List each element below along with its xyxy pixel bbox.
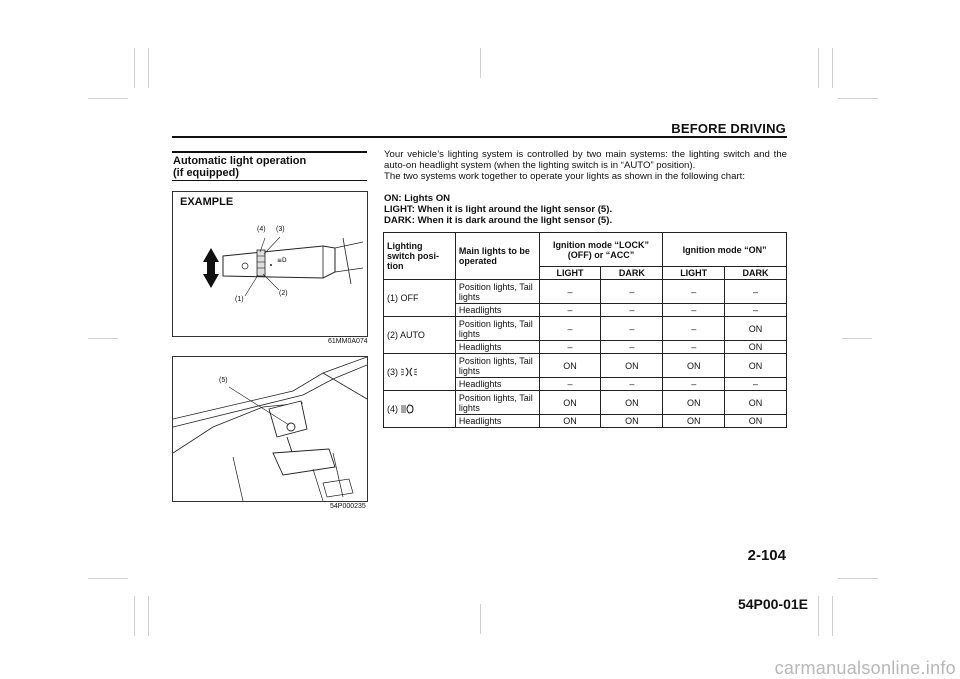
section-header: BEFORE DRIVING — [671, 121, 786, 136]
light-name: Position lights, Tail lights — [455, 280, 539, 304]
value-cell: ON — [725, 317, 787, 341]
section-title: Automatic light operation (if equipped) — [173, 155, 307, 179]
value-cell: – — [601, 341, 663, 354]
lighting-switch-figure — [172, 191, 368, 337]
value-cell: – — [663, 304, 725, 317]
group-header-lock-acc: Ignition mode “LOCK” (OFF) or “ACC” — [539, 233, 663, 267]
figure-code: 61MM0A074 — [328, 338, 368, 345]
table-row — [384, 280, 787, 304]
value-cell: – — [539, 280, 601, 304]
value-cell: – — [539, 378, 601, 391]
value-cell: ON — [725, 391, 787, 415]
parking-light-icon — [401, 367, 417, 377]
section-rule-bottom — [172, 180, 367, 181]
sub-header: DARK — [601, 267, 663, 280]
crop-mark — [480, 48, 481, 78]
value-cell: – — [539, 304, 601, 317]
switch-position: (4) — [384, 391, 456, 428]
group-header-on: Ignition mode “ON” — [663, 233, 787, 267]
switch-position: (2) AUTO — [384, 317, 456, 354]
value-cell: – — [663, 317, 725, 341]
body-text — [384, 149, 787, 182]
value-cell: – — [601, 304, 663, 317]
light-name: Headlights — [455, 304, 539, 317]
value-cell: – — [725, 280, 787, 304]
value-cell: ON — [539, 391, 601, 415]
value-cell: ON — [725, 415, 787, 428]
value-cell: ON — [663, 415, 725, 428]
value-cell: – — [663, 341, 725, 354]
definition: ON: Lights ON — [384, 193, 451, 204]
table-row — [384, 391, 787, 415]
definition: DARK: When it is dark around the light sensor (5). — [384, 215, 613, 226]
crop-mark — [148, 48, 149, 88]
col-header-lights: Main lights to be operated — [455, 233, 539, 280]
col-header-position: Lighting switch posi-tion — [384, 233, 456, 280]
crop-mark — [838, 98, 878, 99]
value-cell: ON — [539, 354, 601, 378]
crop-mark — [818, 48, 819, 88]
lighting-switch-illustration — [173, 192, 367, 336]
light-sensor-illustration — [173, 357, 367, 501]
crop-mark — [134, 596, 135, 636]
light-name: Headlights — [455, 341, 539, 354]
crop-mark — [842, 338, 872, 339]
value-cell: – — [725, 378, 787, 391]
crop-mark — [480, 604, 481, 634]
figure-code: 54P000235 — [330, 503, 366, 510]
section-rule-top — [172, 151, 367, 153]
value-cell: ON — [663, 354, 725, 378]
switch-position: (3) — [384, 354, 456, 391]
crop-mark — [832, 48, 833, 88]
figure-label: EXAMPLE — [180, 196, 234, 208]
crop-mark — [838, 578, 878, 579]
callout-1: (1) — [235, 296, 244, 303]
light-name: Position lights, Tail lights — [455, 391, 539, 415]
light-name: Position lights, Tail lights — [455, 354, 539, 378]
value-cell: – — [663, 378, 725, 391]
definition: LIGHT: When it is light around the light sensor (5). — [384, 204, 613, 215]
value-cell: – — [663, 280, 725, 304]
value-cell: – — [725, 304, 787, 317]
value-cell: ON — [539, 415, 601, 428]
paragraph: Your vehicle’s lighting system is controlled by two main systems: the lighting switch and the auto-on headlight system (when the lighting switch is in “AUTO” position). — [384, 149, 787, 171]
page-number: 2-104 — [747, 547, 786, 564]
value-cell: ON — [725, 354, 787, 378]
value-cell: – — [539, 341, 601, 354]
value-cell: ON — [725, 341, 787, 354]
crop-mark — [88, 578, 128, 579]
light-sensor-figure — [172, 356, 368, 502]
light-name: Headlights — [455, 378, 539, 391]
crop-mark — [148, 596, 149, 636]
document-code: 54P00-01E — [737, 596, 808, 612]
sub-header: LIGHT — [539, 267, 601, 280]
crop-mark — [832, 596, 833, 636]
callout-2: (2) — [279, 290, 288, 297]
value-cell: – — [601, 280, 663, 304]
value-cell: – — [601, 317, 663, 341]
value-cell: – — [601, 378, 663, 391]
crop-mark — [88, 98, 128, 99]
switch-position: (1) OFF — [384, 280, 456, 317]
callout-5: (5) — [219, 377, 228, 384]
value-cell: – — [539, 317, 601, 341]
headlight-icon — [401, 404, 415, 414]
table-row — [384, 317, 787, 341]
callout-4: (4) — [257, 226, 266, 233]
definitions — [384, 193, 787, 226]
value-cell: ON — [663, 391, 725, 415]
table-row — [384, 354, 787, 378]
lighting-table — [383, 232, 787, 428]
header-rule — [172, 136, 787, 138]
sub-header: LIGHT — [663, 267, 725, 280]
crop-mark — [818, 596, 819, 636]
crop-mark — [134, 48, 135, 88]
watermark: carmanualsonline.info — [774, 658, 956, 678]
value-cell: ON — [601, 354, 663, 378]
paragraph: The two systems work together to operate your lights as shown in the following chart: — [384, 171, 746, 182]
light-name: Headlights — [455, 415, 539, 428]
light-name: Position lights, Tail lights — [455, 317, 539, 341]
value-cell: ON — [601, 415, 663, 428]
crop-mark — [88, 338, 118, 339]
sub-header: DARK — [725, 267, 787, 280]
callout-3: (3) — [276, 226, 285, 233]
value-cell: ON — [601, 391, 663, 415]
svg-text:≡D: ≡D — [277, 257, 287, 264]
